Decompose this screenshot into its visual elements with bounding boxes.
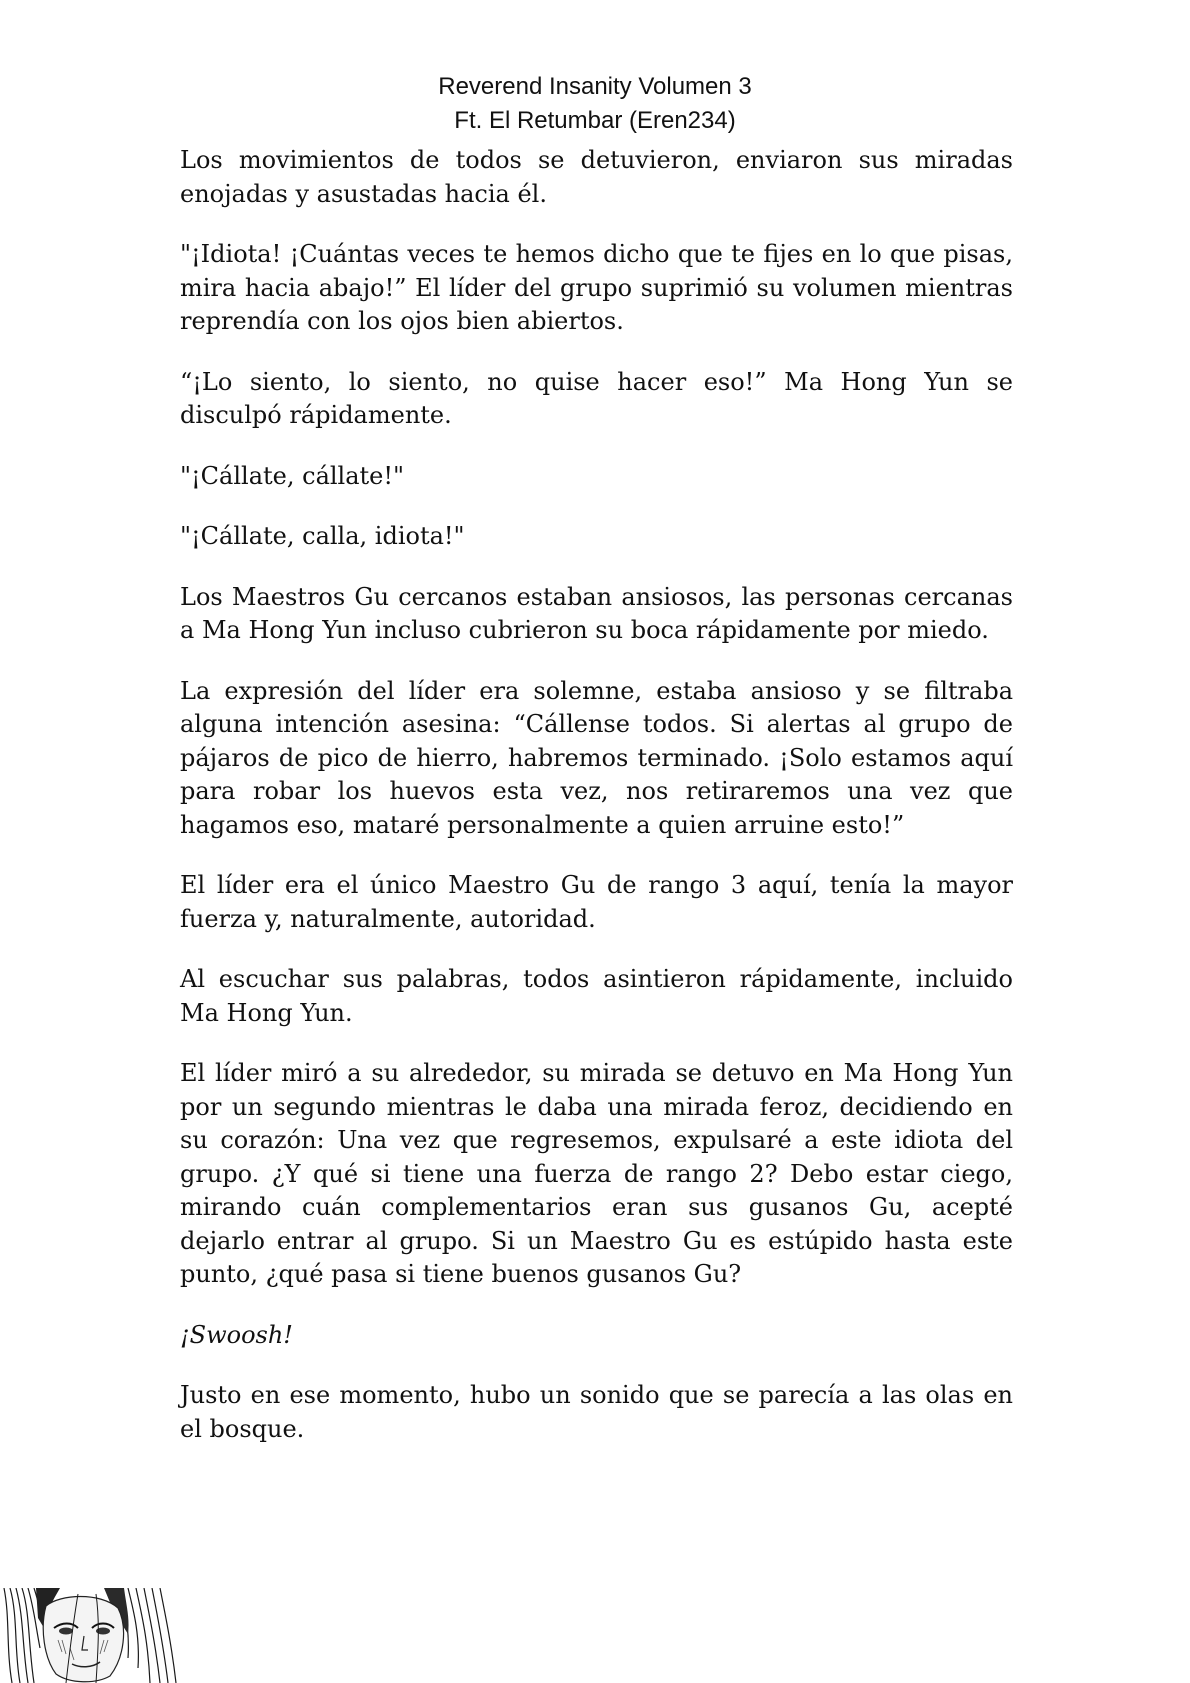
header-title: Reverend Insanity Volumen 3 (438, 73, 752, 100)
paragraph: Los Maestros Gu cercanos estaban ansiosos, las personas cercanas a Ma Hong Yun incluso cubrieron su boca rápidamente por miedo. (180, 582, 1013, 644)
paragraph: El líder era el único Maestro Gu de rango 3 aquí, tenía la mayor fuerza y, naturalmente, autoridad. (180, 871, 1013, 933)
sound-effect-paragraph: ¡Swoosh! (180, 1320, 293, 1349)
paragraph: Los movimientos de todos se detuvieron, enviaron sus miradas enojadas y asustadas hacia él. (180, 146, 1013, 208)
paragraph: El líder miró a su alrededor, su mirada se detuvo en Ma Hong Yun por un segundo mientras le daba una mirada feroz, decidiendo en su corazón: Una vez que regresemos, expulsaré a este idiota del grupo. ¿Y qué si tiene una fuerza de rango 2? Debo estar ciego, mirando cuán complementarios eran sus gusanos Gu, acepté dejarlo entrar al grupo. Si un Maestro Gu es estúpido hasta este punto, ¿qué pasa si tiene buenos gusanos Gu? (180, 1059, 1013, 1288)
paragraph: "¡Cállate, calla, idiota!" (180, 522, 465, 550)
paragraph: "¡Cállate, cállate!" (180, 461, 405, 490)
chapter-body (180, 144, 1013, 1473)
paragraph: Al escuchar sus palabras, todos asintieron rápidamente, incluido Ma Hong Yun. (180, 965, 1013, 1027)
paragraph: Justo en ese momento, hubo un sonido que se parecía a las olas en el bosque. (180, 1381, 1013, 1443)
document-header (0, 70, 1190, 138)
header-subtitle: Ft. El Retumbar (Eren234) (454, 107, 736, 134)
manga-character-portrait-icon (0, 1588, 178, 1683)
paragraph: La expresión del líder era solemne, estaba ansioso y se filtraba alguna intención asesina: “Cállense todos. Si alertas al grupo de pájaros de pico de hierro, habremos terminado. ¡Solo estamos aquí para robar los huevos esta vez, nos retiraremos una vez que hagamos eso, mataré personalmente a quien arruine esto!” (180, 676, 1013, 839)
paragraph: “¡Lo siento, lo siento, no quise hacer eso!” Ma Hong Yun se disculpó rápidamente. (180, 367, 1013, 429)
paragraph: "¡Idiota! ¡Cuántas veces te hemos dicho que te fijes en lo que pisas, mira hacia abajo!” El líder del grupo suprimió su volumen mientras reprendía con los ojos bien abiertos. (180, 240, 1013, 335)
